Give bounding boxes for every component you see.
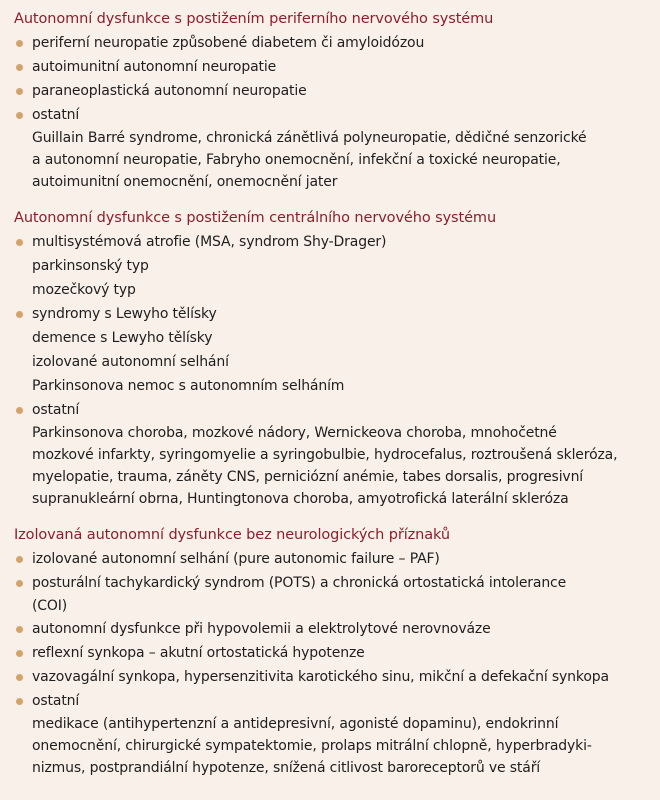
bullet-icon xyxy=(16,674,23,681)
item-detail-line: Guillain Barré syndrome, chronická zánětlivá polyneuropatie, dědičné senzorické xyxy=(32,130,587,146)
list-item xyxy=(14,230,650,302)
section-heading: Autonomní dysfunkce s postižením centrálního nervového systému xyxy=(14,210,497,226)
section-heading: Autonomní dysfunkce s postižením periferního nervového systému xyxy=(14,11,494,27)
sub-item: parkinsonský typ xyxy=(32,258,149,274)
bullet-icon xyxy=(16,556,23,563)
item-list xyxy=(14,230,650,510)
bullet-icon xyxy=(16,626,23,633)
list-item xyxy=(14,103,650,193)
bullet-icon xyxy=(16,407,23,414)
list-item xyxy=(14,641,650,665)
list-item xyxy=(14,55,650,79)
item-label: multisystémová atrofie (MSA, syndrom Shy-Drager) xyxy=(32,234,387,250)
item-detail-line: autoimunitní onemocnění, onemocnění jater xyxy=(32,174,338,190)
item-label: periferní neuropatie způsobené diabetem či amyloidózou xyxy=(32,35,425,51)
item-detail-line: mozkové infarkty, syringomyelie a syringobulbie, hydrocefalus, roztroušená skleróza, xyxy=(32,447,618,463)
bullet-icon xyxy=(16,311,23,318)
section-peripheral xyxy=(14,7,650,193)
item-list xyxy=(14,547,650,779)
item-detail-line: nizmus, postprandiální hypotenze, snížená citlivost baroreceptorů ve stáří xyxy=(32,760,541,776)
list-item xyxy=(14,398,650,510)
list-item xyxy=(14,302,650,398)
section-central xyxy=(14,206,650,510)
list-item xyxy=(14,689,650,779)
list-item xyxy=(14,547,650,571)
bullet-icon xyxy=(16,112,23,119)
list-item xyxy=(14,617,650,641)
sub-item: mozečkový typ xyxy=(32,282,136,298)
item-label: posturální tachykardický syndrom (POTS) a chronická ortostatická intolerance xyxy=(32,575,567,591)
item-detail-line: onemocnění, chirurgické sympatektomie, prolaps mitrální chlopně, hyperbradyki- xyxy=(32,738,592,754)
item-detail-line: Parkinsonova choroba, mozkové nádory, Wernickeova choroba, mnohočetné xyxy=(32,425,557,441)
section-heading: Izolovaná autonomní dysfunkce bez neurologických příznaků xyxy=(14,527,450,543)
bullet-icon xyxy=(16,580,23,587)
sub-item: Parkinsonova nemoc s autonomním selháním xyxy=(32,378,345,394)
sub-item: izolované autonomní selhání xyxy=(32,354,229,370)
item-label: izolované autonomní selhání (pure autonomic failure – PAF) xyxy=(32,551,440,567)
list-item xyxy=(14,665,650,689)
item-detail-line: medikace (antihypertenzní a antidepresivní, agonisté dopaminu), endokrinní xyxy=(32,716,559,732)
bullet-icon xyxy=(16,40,23,47)
section-isolated xyxy=(14,523,650,779)
item-detail-line: supranukleární obrna, Huntingtonova choroba, amyotrofická laterální skleróza xyxy=(32,491,569,507)
bullet-icon xyxy=(16,88,23,95)
item-label: ostatní xyxy=(32,402,80,418)
item-label: reflexní synkopa – akutní ortostatická hypotenze xyxy=(32,645,365,661)
bullet-icon xyxy=(16,64,23,71)
list-item xyxy=(14,31,650,55)
item-label: vazovagální synkopa, hypersenzitivita karotického sinu, mikční a defekační synkopa xyxy=(32,669,609,685)
item-label: paraneoplastická autonomní neuropatie xyxy=(32,83,307,99)
item-detail-line: (COI) xyxy=(32,598,68,614)
item-label: autoimunitní autonomní neuropatie xyxy=(32,59,277,75)
item-detail-line: a autonomní neuropatie, Fabryho onemocnění, infekční a toxické neuropatie, xyxy=(32,152,561,168)
bullet-icon xyxy=(16,239,23,246)
item-label: ostatní xyxy=(32,107,80,123)
bullet-icon xyxy=(16,698,23,705)
list-item xyxy=(14,79,650,103)
item-detail-line: myelopatie, trauma, záněty CNS, perniciózní anémie, tabes dorsalis, progresivní xyxy=(32,469,584,485)
item-label: autonomní dysfunkce při hypovolemii a elektrolytové nerovnováze xyxy=(32,621,491,637)
item-label: syndromy s Lewyho tělísky xyxy=(32,306,217,322)
sub-item: demence s Lewyho tělísky xyxy=(32,330,213,346)
bullet-icon xyxy=(16,650,23,657)
item-list xyxy=(14,31,650,193)
item-label: ostatní xyxy=(32,693,80,709)
list-item xyxy=(14,571,650,617)
